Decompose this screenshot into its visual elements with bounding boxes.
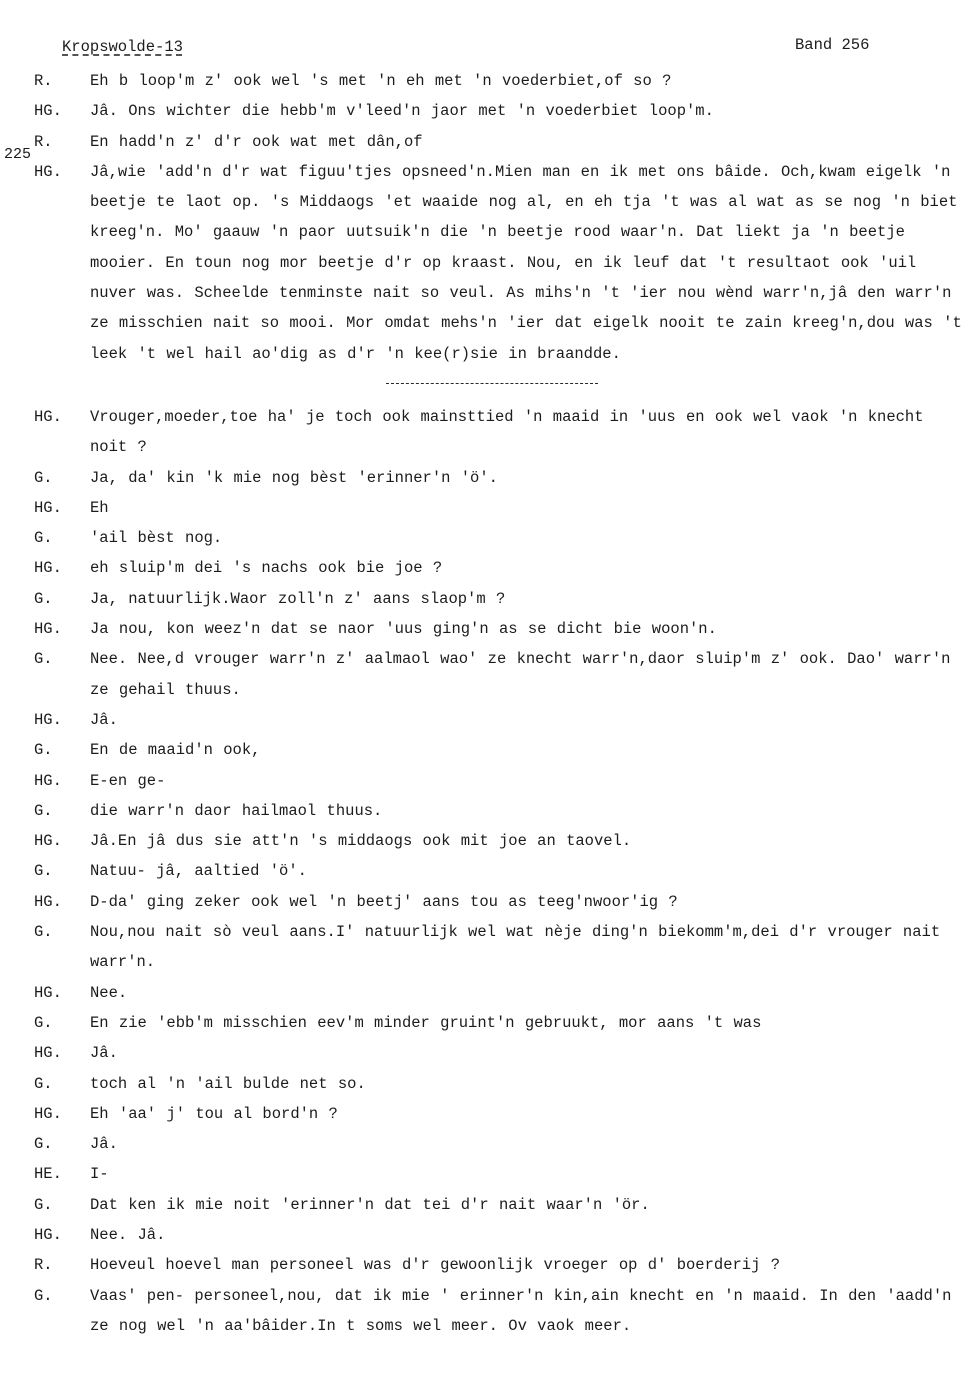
transcript-line	[34, 1129, 964, 1159]
speaker-label: HG.	[34, 892, 62, 911]
utterance-text: En hadd'n z' d'r ook wat met dân,of	[90, 132, 423, 151]
utterance-text: Jâ.En jâ dus sie att'n 's middaogs ook mit joe an taovel.	[90, 832, 632, 851]
speaker-label: HE.	[34, 1165, 62, 1184]
transcript-line	[34, 1159, 964, 1189]
speaker-label: G.	[34, 529, 53, 548]
speaker-label: HG.	[34, 771, 62, 790]
utterance-text: Nou,nou nait sò veul aans.I' natuurlijk wel wat nèje ding'n biekomm'm,dei d'r vrouger nait warr'n.	[90, 923, 941, 972]
transcript-line	[34, 157, 964, 369]
utterance-text: Eh	[90, 498, 109, 517]
speaker-label: G.	[34, 923, 53, 942]
utterance-text: toch al 'n 'ail bulde net so.	[90, 1074, 366, 1093]
utterance-text: Ja, natuurlijk.Waor zoll'n z' aans slaop'm ?	[90, 589, 506, 608]
utterance-text: Nee.	[90, 983, 128, 1002]
speaker-label: G.	[34, 1135, 53, 1154]
transcript-line	[34, 66, 964, 96]
speaker-label: HG.	[34, 983, 62, 1002]
speaker-label: G.	[34, 1074, 53, 1093]
transcript-line	[34, 826, 964, 856]
transcript-line	[34, 1220, 964, 1250]
transcript-line	[34, 1008, 964, 1038]
speaker-label: HG.	[34, 1104, 62, 1123]
transcript	[34, 66, 964, 1341]
utterance-text: Hoeveul hoevel man personeel was d'r gewoonlijk vroeger op d' boerderij ?	[90, 1256, 781, 1275]
transcript-line	[34, 1190, 964, 1220]
speaker-label: R.	[34, 1256, 53, 1275]
utterance-text: En zie 'ebb'm misschien eev'm minder gruint'n gebruukt, mor aans 't was	[90, 1013, 762, 1032]
utterance-text: Nee. Nee,d vrouger warr'n z' aalmaol wao' ze knecht warr'n,daor sluip'm z' ook. Dao' warr'n ze gehail thuus.	[90, 650, 951, 699]
speaker-label: HG.	[34, 710, 62, 729]
transcript-section-1	[34, 66, 964, 369]
utterance-text: I-	[90, 1165, 109, 1184]
speaker-label: HG.	[34, 102, 62, 121]
transcript-line	[34, 1099, 964, 1129]
utterance-text: Jâ.	[90, 1044, 118, 1063]
transcript-line	[34, 553, 964, 583]
transcript-line	[34, 463, 964, 493]
speaker-label: HG.	[34, 559, 62, 578]
utterance-text: Vrouger,moeder,toe ha' je toch ook mainsttied 'n maaid in 'uus en ook wel vaok 'n knecht noit ?	[90, 407, 924, 457]
transcript-line	[34, 584, 964, 614]
transcript-line	[34, 1069, 964, 1099]
utterance-text: Ja, da' kin 'k mie nog bèst 'erinner'n 'ö'.	[90, 468, 498, 487]
speaker-label: HG.	[34, 832, 62, 851]
transcript-line	[34, 493, 964, 523]
speaker-label: HG.	[34, 1225, 62, 1244]
utterance-text: Jâ.	[90, 710, 118, 729]
transcript-line	[34, 917, 964, 978]
utterance-text: En de maaid'n ook,	[90, 741, 261, 760]
margin-number: 225	[4, 146, 32, 163]
speaker-label: G.	[34, 650, 53, 669]
transcript-line	[34, 96, 964, 126]
transcript-line	[34, 614, 964, 644]
transcript-line	[34, 705, 964, 735]
utterance-text: Eh b loop'm z' ook wel 's met 'n eh met 'n voederbiet,of so ?	[90, 72, 672, 90]
speaker-label: G.	[34, 1286, 53, 1305]
location-heading: Kropswolde-13	[62, 38, 183, 56]
band-label: Band 256	[795, 36, 870, 54]
transcript-line	[34, 978, 964, 1008]
transcript-line	[34, 127, 964, 157]
utterance-text: Dat ken ik mie noit 'erinner'n dat tei d'r nait waar'n 'ör.	[90, 1195, 650, 1214]
utterance-text: Jâ,wie 'add'n d'r wat figuu'tjes opsneed'n.Mien man en ik met ons bâide. Och,kwam eigelk 'n beetje te laot op. 's Middaogs 'et waaide nog al, en eh tja 't was al wat as se nog 'n biet kreeg'n. Mo' gaauw 'n paor uutsuik'n die 'n beetje rood waar'n. Dat liekt ja 'n beetje mooier. En toun nog mor beetje d'r op kraast. Nou, en ik leuf dat 't resultaot ook 'uil nuver was. Scheelde tenminste nait so veul. As mihs'n 't 'ier nou wènd warr'n,jâ den warr'n ze misschien nait so mooi. Mor omdat mehs'n 'ier dat eigelk nooit te zain kreeg'n,dou was 't leek 't wel hail ao'dig as d'r 'n kee(r)sie in braandde.	[90, 162, 962, 363]
utterance-text: die warr'n daor hailmaol thuus.	[90, 801, 383, 820]
utterance-text: E-en ge-	[90, 771, 166, 790]
utterance-text: Natuu- jâ, aaltied 'ö'.	[90, 862, 307, 881]
transcript-section-2	[34, 402, 964, 1341]
speaker-label: HG.	[34, 1044, 62, 1063]
transcript-line	[34, 856, 964, 886]
utterance-text: Ja nou, kon weez'n dat se naor 'uus ging'n as se dicht bie woon'n.	[90, 620, 717, 639]
transcript-line	[34, 644, 964, 705]
speaker-label: HG.	[34, 162, 62, 181]
transcript-line	[34, 523, 964, 553]
speaker-label: HG.	[34, 498, 62, 517]
speaker-label: G.	[34, 862, 53, 881]
speaker-label: G.	[34, 741, 53, 760]
speaker-label: G.	[34, 1013, 53, 1032]
section-divider	[386, 383, 598, 384]
transcript-line	[34, 1038, 964, 1068]
utterance-text: eh sluip'm dei 's nachs ook bie joe ?	[90, 559, 443, 578]
utterance-text: Jâ. Ons wichter die hebb'm v'leed'n jaor met 'n voederbiet loop'm.	[90, 102, 714, 121]
transcript-line	[34, 735, 964, 765]
speaker-label: R.	[34, 72, 53, 90]
utterance-text: 'ail bèst nog.	[90, 529, 223, 548]
transcript-line	[34, 766, 964, 796]
transcript-line	[34, 887, 964, 917]
speaker-label: G.	[34, 801, 53, 820]
utterance-text: Eh 'aa' j' tou al bord'n ?	[90, 1104, 338, 1123]
speaker-label: G.	[34, 589, 53, 608]
transcript-line	[34, 1281, 964, 1342]
transcript-line	[34, 402, 964, 463]
utterance-text: D-da' ging zeker ook wel 'n beetj' aans tou as teeg'nwoor'ig ?	[90, 892, 678, 911]
speaker-label: HG.	[34, 620, 62, 639]
transcript-line	[34, 796, 964, 826]
utterance-text: Nee. Jâ.	[90, 1225, 166, 1244]
speaker-label: R.	[34, 132, 53, 151]
transcript-line	[34, 1250, 964, 1280]
speaker-label: G.	[34, 1195, 53, 1214]
speaker-label: HG.	[34, 407, 62, 426]
speaker-label: G.	[34, 468, 53, 487]
utterance-text: Jâ.	[90, 1135, 118, 1154]
utterance-text: Vaas' pen- personeel,nou, dat ik mie ' erinner'n kin,ain knecht en 'n maaid. In den 'aadd'n ze nog wel 'n aa'bâider.In t soms wel meer. Ov vaok meer.	[90, 1286, 952, 1335]
